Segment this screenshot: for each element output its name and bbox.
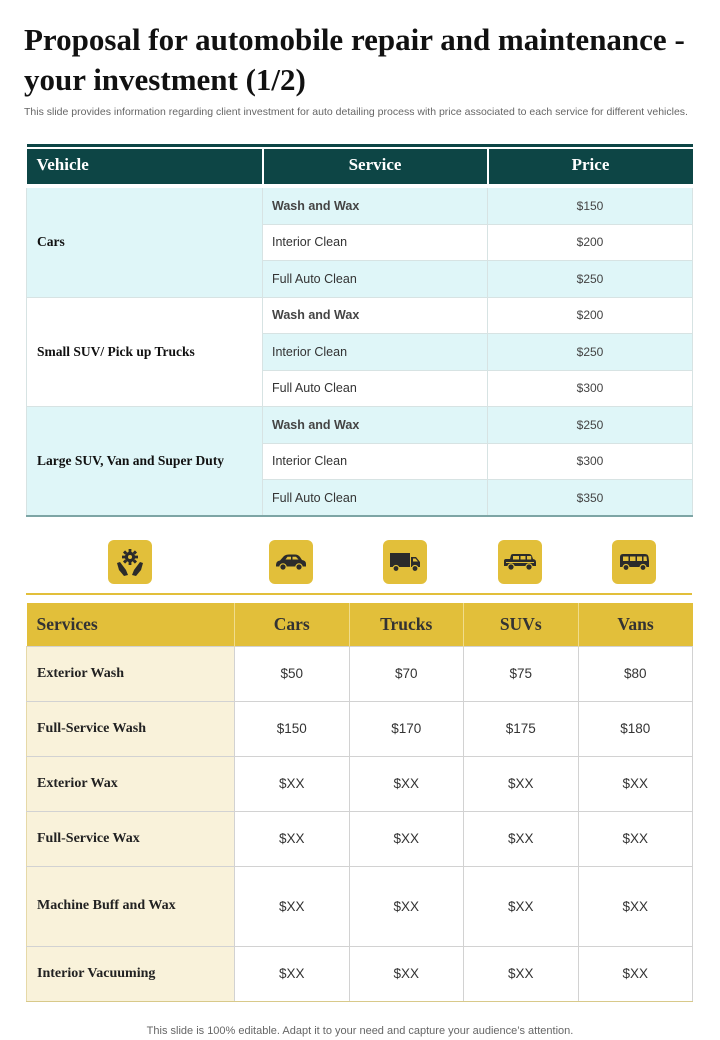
service-cell: Exterior Wax [27,756,235,811]
price-cell: $300 [488,370,693,407]
price-cell: $XX [235,946,350,1001]
price-cell: $XX [349,866,464,946]
price-cell: $XX [235,866,350,946]
truck-icon [383,540,427,584]
vehicle-cell: Small SUV/ Pick up Trucks [27,297,263,407]
price-cell: $XX [349,946,464,1001]
price-cell: $XX [235,811,350,866]
gear-hands-icon [108,540,152,584]
price-cell: $250 [488,407,693,444]
price-cell: $XX [578,946,693,1001]
service-cell: Wash and Wax [263,188,488,225]
price-cell: $XX [464,756,579,811]
header-vehicle: Vehicle [27,146,263,184]
price-cell: $XX [464,811,579,866]
price-cell: $350 [488,480,693,517]
service-cell: Exterior Wash [27,646,235,701]
service-cell: Interior Clean [263,334,488,371]
price-cell: $XX [464,866,579,946]
service-cell: Full Auto Clean [263,370,488,407]
price-cell: $70 [349,646,464,701]
price-cell: $180 [578,701,693,756]
price-cell: $75 [464,646,579,701]
header-services: Services [27,603,235,646]
service-cell: Interior Vacuuming [27,946,235,1001]
vehicle-price-table [26,144,693,517]
price-cell: $170 [349,701,464,756]
service-cell: Full Auto Clean [263,261,488,298]
table-row [27,701,693,756]
services-price-table [26,603,693,1002]
price-cell: $80 [578,646,693,701]
price-cell: $200 [488,224,693,261]
page-title: Proposal for automobile repair and maintenance - your investment (1/2) [24,22,685,97]
table-row [27,297,693,334]
footer-note: This slide is 100% editable. Adapt it to your need and capture your audience’s attention. [146,1025,574,1037]
vehicle-cell: Cars [27,188,263,298]
service-cell: Full-Service Wash [27,701,235,756]
divider [26,593,692,595]
vehicle-cell: Large SUV, Van and Super Duty [27,407,263,517]
price-cell: $XX [578,756,693,811]
price-cell: $250 [488,334,693,371]
price-cell: $XX [349,756,464,811]
table-row [27,646,693,701]
service-cell: Interior Clean [263,224,488,261]
suv-icon [498,540,542,584]
price-cell: $200 [488,297,693,334]
table-row [27,756,693,811]
table-row [27,407,693,444]
service-cell: Wash and Wax [263,407,488,444]
car-icon [269,540,313,584]
table-row [27,811,693,866]
service-cell: Full-Service Wax [27,811,235,866]
header-price: Price [488,146,693,184]
table-row [27,946,693,1001]
price-cell: $XX [578,811,693,866]
price-cell: $XX [349,811,464,866]
price-cell: $250 [488,261,693,298]
service-cell: Machine Buff and Wax [27,866,235,946]
table-row [27,188,693,225]
service-cell: Full Auto Clean [263,480,488,517]
header-cars: Cars [235,603,350,646]
header-service: Service [263,146,488,184]
header-suvs: SUVs [464,603,579,646]
price-cell: $175 [464,701,579,756]
price-cell: $XX [235,756,350,811]
service-cell: Interior Clean [263,443,488,480]
page-subtitle: This slide provides information regarding client investment for auto detailing process with price associated to each service for different vehicles. [24,106,688,118]
header-vans: Vans [578,603,693,646]
van-icon [612,540,656,584]
price-cell: $300 [488,443,693,480]
price-cell: $150 [235,701,350,756]
header-trucks: Trucks [349,603,464,646]
price-cell: $XX [464,946,579,1001]
price-cell: $150 [488,188,693,225]
table-row [27,866,693,946]
service-cell: Wash and Wax [263,297,488,334]
price-cell: $50 [235,646,350,701]
price-cell: $XX [578,866,693,946]
